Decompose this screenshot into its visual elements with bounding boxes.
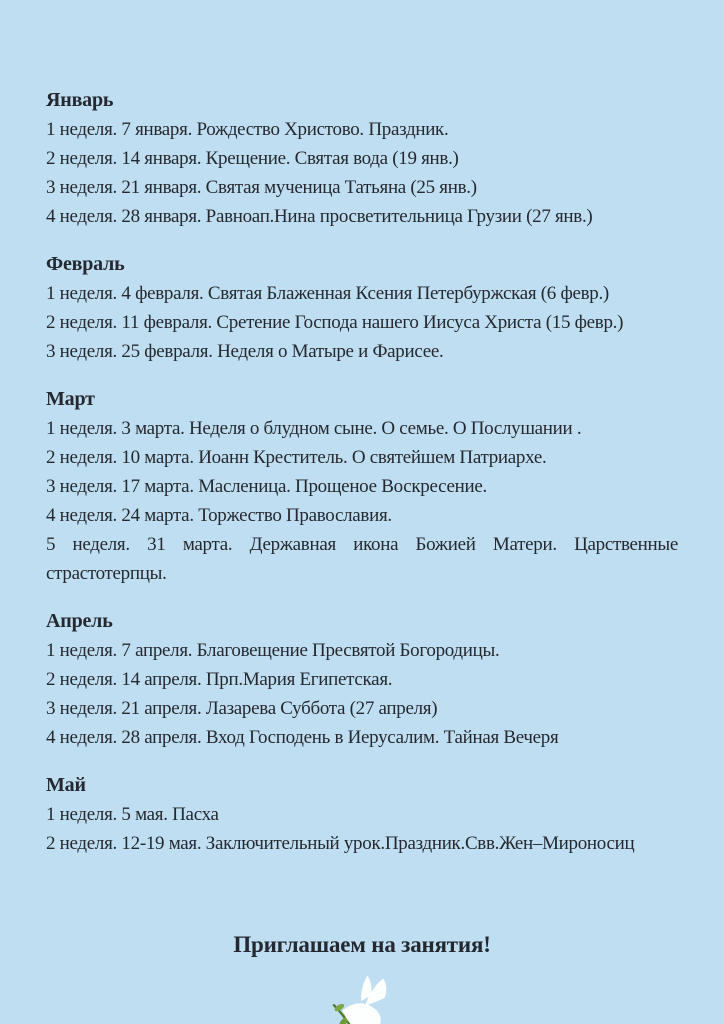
month-section-january	[46, 86, 678, 231]
month-heading: Май	[46, 774, 86, 796]
month-section-april	[46, 607, 678, 752]
footer	[46, 932, 678, 1024]
schedule-line: 3 неделя. 25 февраля. Неделя о Матыре и Фарисее.	[46, 341, 444, 362]
schedule-line: 2 неделя. 14 апреля. Прп.Мария Египетская.	[46, 669, 393, 690]
schedule-line: 3 неделя. 17 марта. Масленица. Прощеное Воскресение.	[46, 476, 487, 497]
schedule-line: 1 неделя. 7 января. Рождество Христово. Праздник.	[46, 119, 449, 140]
month-heading: Февраль	[46, 253, 125, 275]
schedule-line: 2 неделя. 14 января. Крещение. Святая вода (19 янв.)	[46, 148, 459, 169]
schedule-line: 1 неделя. 3 марта. Неделя о блудном сыне. О семье. О Послушании .	[46, 418, 582, 439]
schedule-line: 3 неделя. 21 апреля. Лазарева Суббота (27 апреля)	[46, 698, 438, 719]
schedule-line: 3 неделя. 21 января. Святая мученица Татьяна (25 янв.)	[46, 177, 477, 198]
schedule-line: 4 неделя. 24 марта. Торжество Православия.	[46, 505, 392, 526]
schedule-line: 1 неделя. 5 мая. Пасха	[46, 804, 219, 825]
schedule-line: 1 неделя. 4 февраля. Святая Блаженная Ксения Петербуржская (6 февр.)	[46, 283, 609, 304]
schedule-line: 5 неделя. 31 марта. Державная икона Божией Матери. Царственные страстотерпцы.	[46, 534, 678, 584]
month-section-march	[46, 385, 678, 588]
month-heading: Апрель	[46, 610, 113, 632]
month-section-february	[46, 250, 678, 366]
dove-icon	[46, 974, 678, 1024]
schedule-line: 1 неделя. 7 апреля. Благовещение Пресвятой Богородицы.	[46, 640, 500, 661]
schedule-line: 4 неделя. 28 января. Равноап.Нина просветительница Грузии (27 янв.)	[46, 206, 593, 227]
schedule-line: 2 неделя. 11 февраля. Сретение Господа нашего Иисуса Христа (15 февр.)	[46, 312, 624, 333]
invitation-text: Приглашаем на занятия!	[233, 932, 491, 957]
month-heading: Январь	[46, 89, 114, 111]
schedule-line: 2 неделя. 10 марта. Иоанн Креститель. О святейшем Патриархе.	[46, 447, 547, 468]
month-heading: Март	[46, 388, 95, 410]
schedule-line: 4 неделя. 28 апреля. Вход Господень в Иерусалим. Тайная Вечеря	[46, 727, 559, 748]
schedule-line: 2 неделя. 12-19 мая. Заключительный урок.Праздник.Свв.Жен–Мироносиц	[46, 833, 635, 854]
month-section-may	[46, 771, 678, 858]
